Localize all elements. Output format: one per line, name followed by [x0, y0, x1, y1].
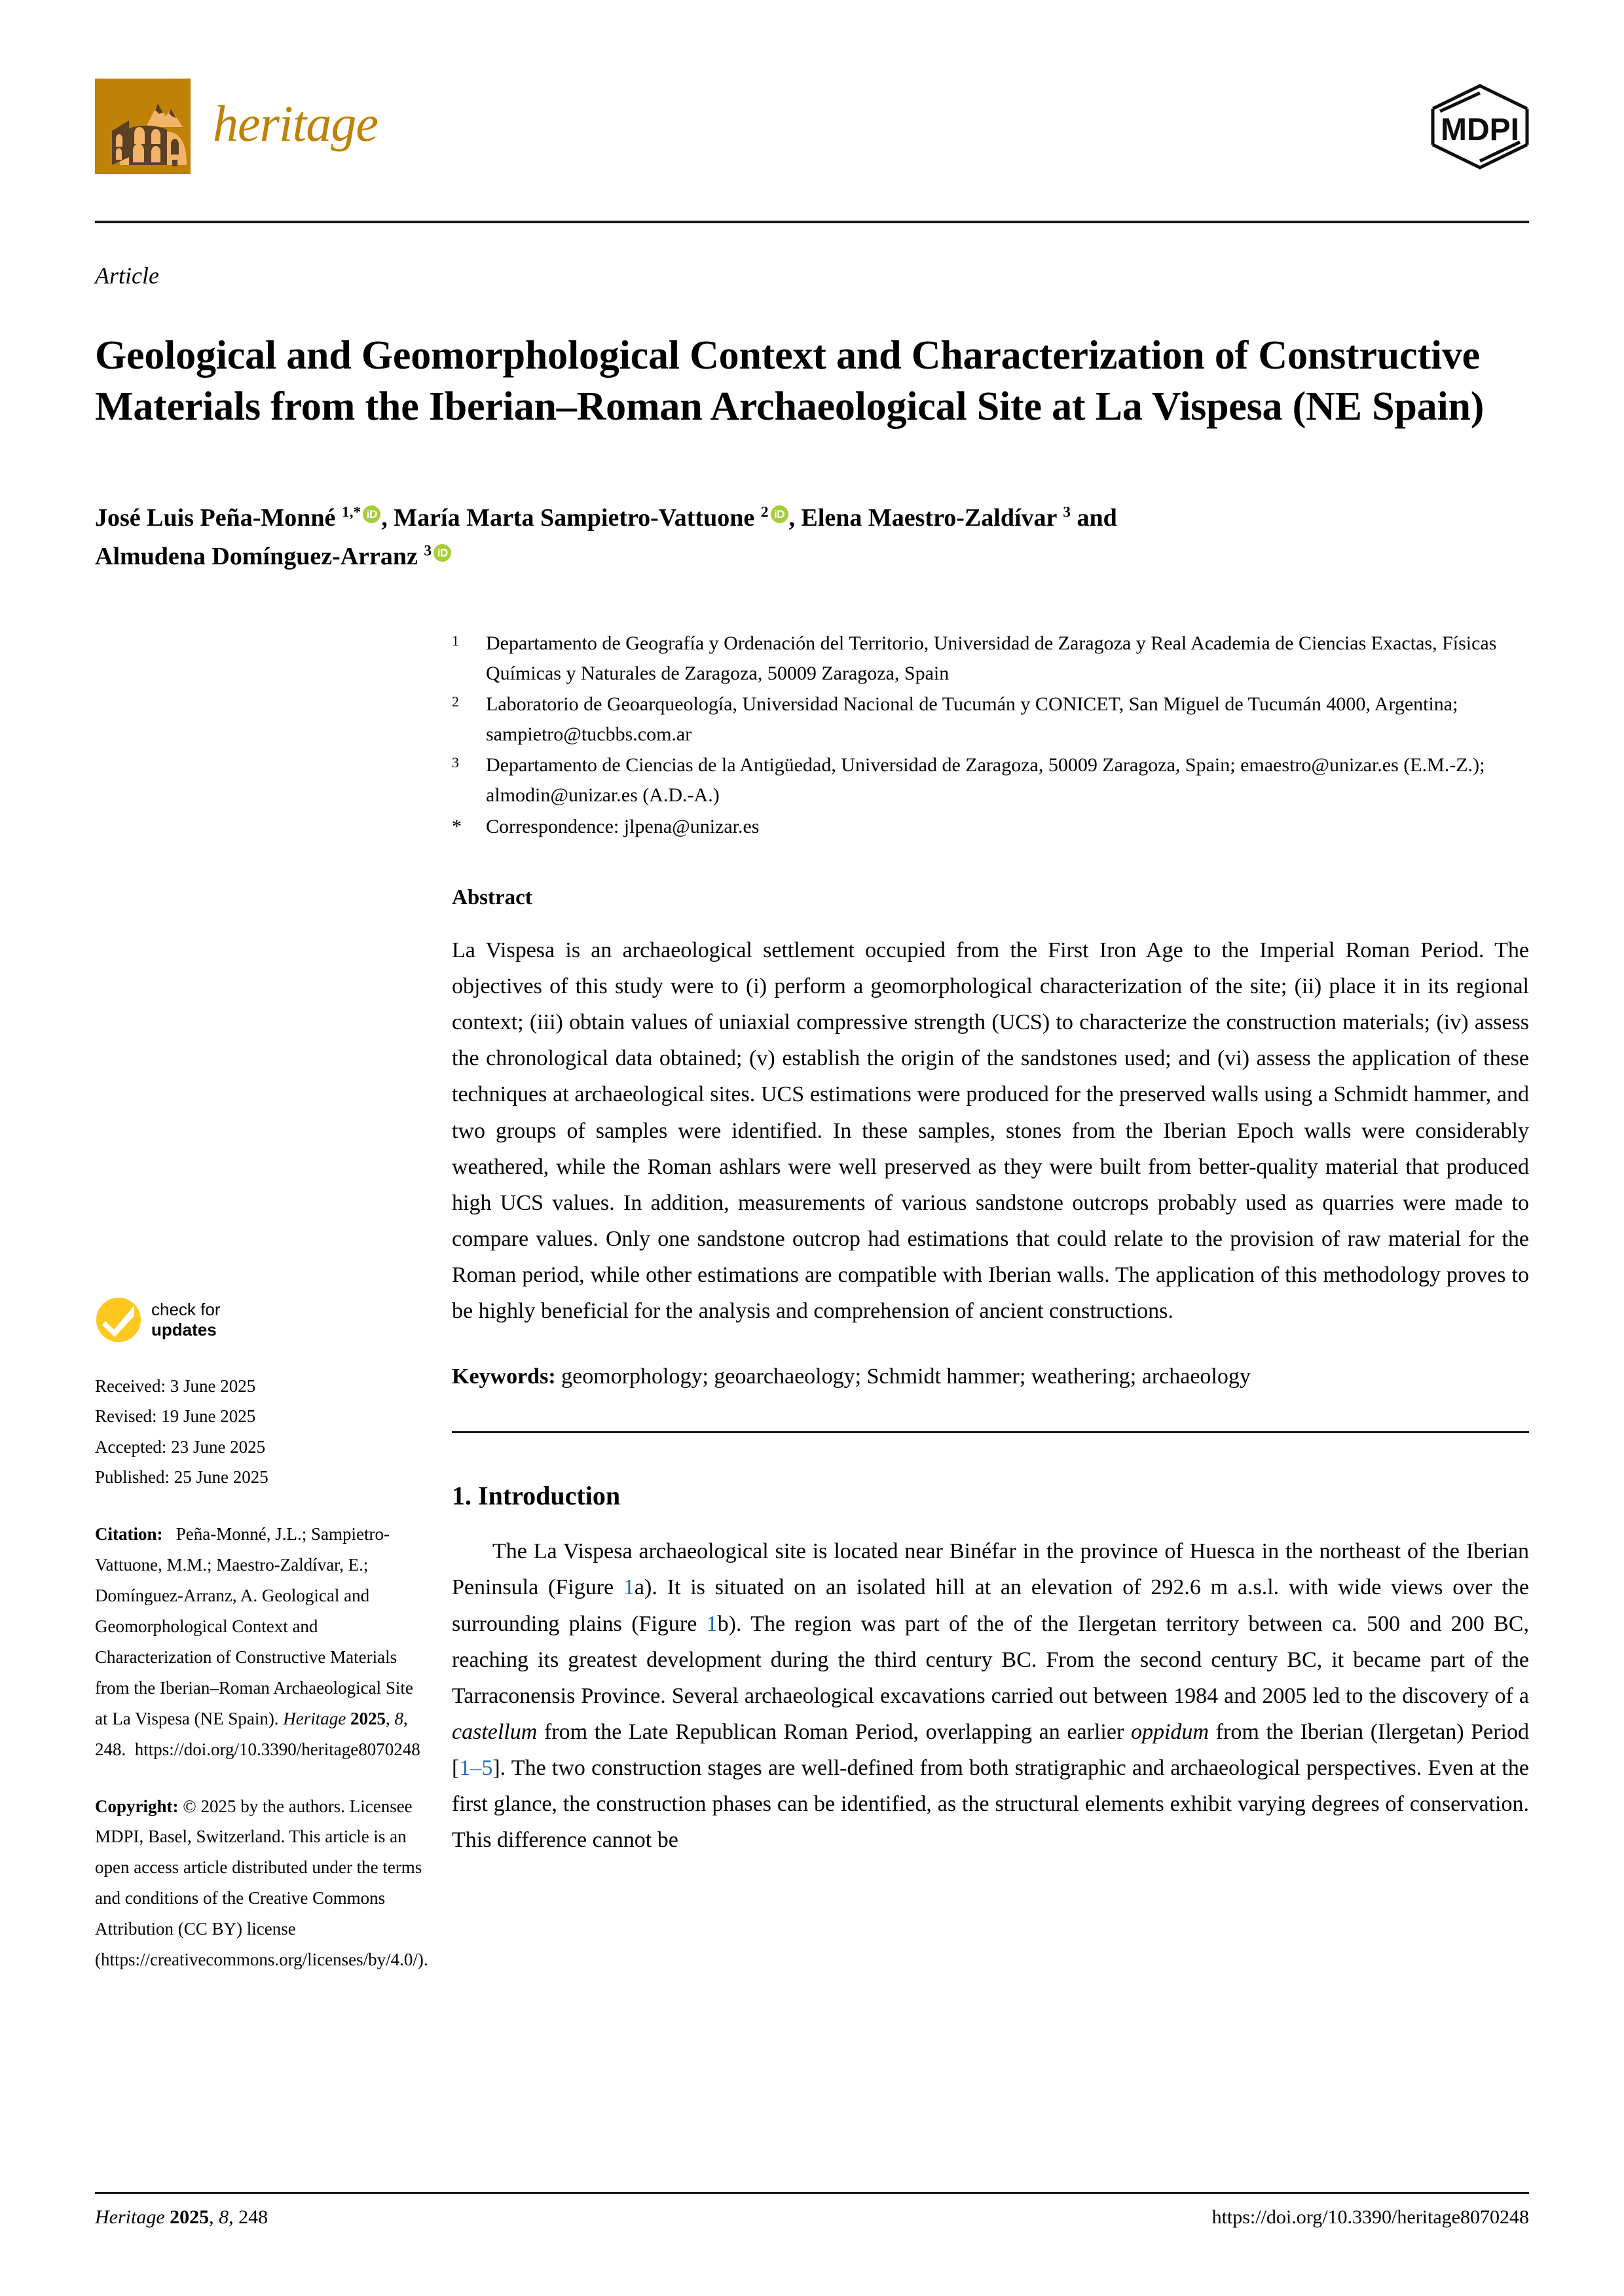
author-affiliation-marker: 2	[760, 503, 769, 521]
check-for-updates-label	[151, 1300, 221, 1339]
masthead	[95, 79, 1529, 173]
header-divider	[95, 221, 1529, 223]
author-list	[95, 499, 1536, 576]
check-mark-icon	[95, 1296, 142, 1343]
correspondence-item	[452, 812, 1529, 842]
introduction-paragraph	[452, 1533, 1529, 1858]
author-name: , María Marta Sampietro-Vattuone	[381, 504, 761, 532]
affiliation-list	[452, 629, 1529, 841]
author-affiliation-marker: 1,*	[341, 503, 361, 521]
keywords-text: geomorphology; geoarchaeology; Schmidt hammer; weathering; archaeology	[561, 1364, 1251, 1389]
abstract-text: La Vispesa is an archaeological settlement occupied from the First Iron Age to the Imperial Roman Period. The objectives of this study were to (i) perform a geomorphological characterization of the site; (ii) place it in its regional context; (iii) obtain values of uniaxial compressive strength (UCS) to characterize the construction materials; (iv) assess the chronological data obtained; (v) establish the origin of the sandstones used; and (vi) assess the application of these techniques at archaeological sites. UCS estimations were produced for the preserved walls using a Schmidt hammer, and two groups of samples were identified. In these samples, stones from the Iberian Epoch walls were considerably weathered, while the Roman ashlars were well preserved as they were built from better-quality material that produced high UCS values. In addition, measurements of various sandstone outcrops probably used as quarries were made to compare values. Only one sandstone outcrop had estimations that could relate to the provision of raw material for the Roman period, while other estimations are compatible with Iberian walls. The application of this methodology proves to be highly beneficial for the analysis and comprehension of ancient constructions.	[452, 938, 1529, 1323]
footer-doi[interactable]: https://doi.org/10.3390/heritage8070248	[1211, 2206, 1529, 2228]
main-column	[452, 629, 1529, 1858]
affiliation-text: Departamento de Geografía y Ordenación del Territorio, Universidad de Zaragoza y Real Academia de Ciencias Exactas, Físicas Químicas y Naturales de Zaragoza, 50009 Zaragoza, Spain	[486, 632, 1497, 684]
affiliation-item	[452, 689, 1529, 749]
footer-volume: 8	[219, 2206, 229, 2228]
publication-history	[95, 1371, 422, 1493]
author-name: and	[1070, 504, 1117, 532]
reference-link[interactable]: 1–5	[459, 1755, 493, 1780]
reference-link[interactable]: 1	[623, 1575, 635, 1600]
footer-article-number: 248	[238, 2206, 268, 2228]
affiliation-item	[452, 750, 1529, 810]
correspondence-marker: *	[452, 815, 462, 837]
author-line-2	[95, 538, 1536, 576]
section-divider	[452, 1431, 1529, 1433]
introduction-heading: 1. Introduction	[452, 1481, 621, 1511]
footer-year: 2025	[170, 2206, 210, 2228]
latin-term: castellum	[452, 1719, 538, 1744]
affiliation-item	[452, 629, 1529, 688]
reference-link[interactable]: 1	[706, 1611, 718, 1636]
citation-title: Geological and Geomorphological Context and Characterization of Constructive Materials from the Iberian–Roman Archaeological Site at La Vispesa (NE Spain).	[95, 1585, 413, 1728]
author-affiliation-marker: 3	[424, 542, 432, 560]
orcid-icon[interactable]: iD	[771, 505, 788, 523]
orcid-icon[interactable]: iD	[363, 505, 380, 523]
check-for-updates-line2: updates	[151, 1320, 217, 1339]
correspondence-text: Correspondence: jlpena@unizar.es	[486, 815, 760, 837]
copyright	[95, 1791, 428, 1976]
author-name: José Luis Peña-Monné	[95, 504, 342, 532]
affiliation-text: Laboratorio de Geoarqueología, Universidad Nacional de Tucumán y CONICET, San Miguel de Tucumán 4000, Argentina; sampietro@tucbbs.com.ar	[486, 693, 1458, 745]
sidebar	[95, 1296, 428, 1975]
latin-term: oppidum	[1130, 1719, 1209, 1744]
copyright-text: © 2025 by the authors. Licensee MDPI, Basel, Switzerland. This article is an open access article distributed under the terms and conditions of the Creative Commons Attribution (CC BY) license (https://creativecommons.org/licenses/by/4.0/).	[95, 1796, 428, 1970]
author-name: , Elena Maestro-Zaldívar	[788, 504, 1063, 532]
history-received: Received: 3 June 2025	[95, 1376, 256, 1396]
author-line-1	[95, 499, 1536, 538]
citation-authors: Peña-Monné, J.L.; Sampietro-Vattuone, M.M.; Maestro-Zaldívar, E.; Domínguez-Arranz, A.	[95, 1523, 390, 1605]
paragraph-text: from the Iberian (Ilergetan) Period [	[452, 1719, 1529, 1780]
citation-doi[interactable]: https://doi.org/10.3390/heritage8070248	[134, 1739, 420, 1759]
citation-journal: Heritage	[283, 1708, 346, 1728]
citation-year: 2025	[350, 1708, 386, 1728]
paragraph-text: b). The region was part of the of the Ilergetan territory between ca. 500 and 200 BC, reaching its greatest development during the third century BC. From the second century BC, it became part of the Tarraconensis Province. Several archaeological excavations carried out between 1984 and 2005 led to the discovery of a	[452, 1611, 1529, 1708]
page-title: Geological and Geomorphological Context and Characterization of Constructive Materials from the Iberian–Roman Archaeological Site at La Vispesa (NE Spain)	[95, 333, 1485, 429]
citation: Citation: Peña-Monné, J.L.; Sampietro-Vattuone, M.M.; Maestro-Zaldívar, E.; Domínguez-Arranz, A. Geological and Geomorphological Context and Characterization of Constructive Materials from the Iberian–Roman Archaeological Site at La Vispesa (NE Spain). Heritage 2025, 8, 248. https://doi.org/10.3390/heritage8070248	[95, 1523, 420, 1759]
paragraph-text: The La Vispesa archaeological site is located near Binéfar in the province of Huesca in the northeast of the Iberian Peninsula (Figure	[452, 1539, 1529, 1600]
keywords	[452, 1359, 1529, 1394]
svg-text:MDPI: MDPI	[1441, 113, 1519, 147]
copyright-label: Copyright:	[95, 1796, 179, 1816]
journal-name: heritage	[213, 95, 378, 152]
affiliation-text: Departamento de Ciencias de la Antigüedad, Universidad de Zaragoza, 50009 Zaragoza, Spain; emaestro@unizar.es (E.M.-Z.); almodin@unizar.es (A.D.-A.)	[486, 754, 1485, 806]
author-name: Almudena Domínguez-Arranz	[95, 542, 424, 570]
check-for-updates-badge[interactable]	[95, 1296, 422, 1343]
citation-volume: 8	[394, 1708, 404, 1728]
paragraph-text: a). It is situated on an isolated hill at an elevation of 292.6 m a.s.l. with wide views over the surrounding plains (Figure	[452, 1575, 1529, 1636]
affiliation-marker: 2	[452, 693, 459, 710]
paragraph-text: from the Late Republican Roman Period, overlapping an earlier	[537, 1719, 1131, 1744]
journal-logo[interactable]	[95, 79, 378, 174]
affiliation-marker: 3	[452, 754, 459, 771]
citation-label: Citation:	[95, 1523, 163, 1544]
footer-citation: Heritage 2025, 8, 248	[95, 2206, 268, 2228]
author-affiliation-marker: 3	[1063, 503, 1071, 521]
citation-article-number: 248.	[95, 1739, 126, 1759]
check-for-updates-line1: check for	[151, 1300, 221, 1320]
history-published: Published: 25 June 2025	[95, 1467, 268, 1487]
page-footer	[95, 2206, 1529, 2229]
mdpi-logo[interactable]	[1431, 82, 1529, 171]
article-type-label: Article	[95, 263, 159, 289]
abstract-section	[452, 886, 1529, 1394]
keywords-label: Keywords:	[452, 1364, 556, 1389]
history-revised: Revised: 19 June 2025	[95, 1406, 256, 1427]
paragraph-text: ]. The two construction stages are well-defined from both stratigraphic and archaeological perspectives. Even at the first glance, the construction phases can be identified, as the structural elements exhibit varying degrees of conservation. This difference cannot be	[452, 1755, 1529, 1853]
orcid-icon[interactable]: iD	[434, 544, 451, 562]
history-accepted: Accepted: 23 June 2025	[95, 1436, 266, 1457]
footer-journal: Heritage	[95, 2206, 165, 2228]
abstract-heading: Abstract	[452, 886, 532, 910]
heritage-colosseum-icon	[95, 79, 191, 174]
footer-divider	[95, 2192, 1529, 2194]
affiliation-marker: 1	[452, 632, 459, 649]
